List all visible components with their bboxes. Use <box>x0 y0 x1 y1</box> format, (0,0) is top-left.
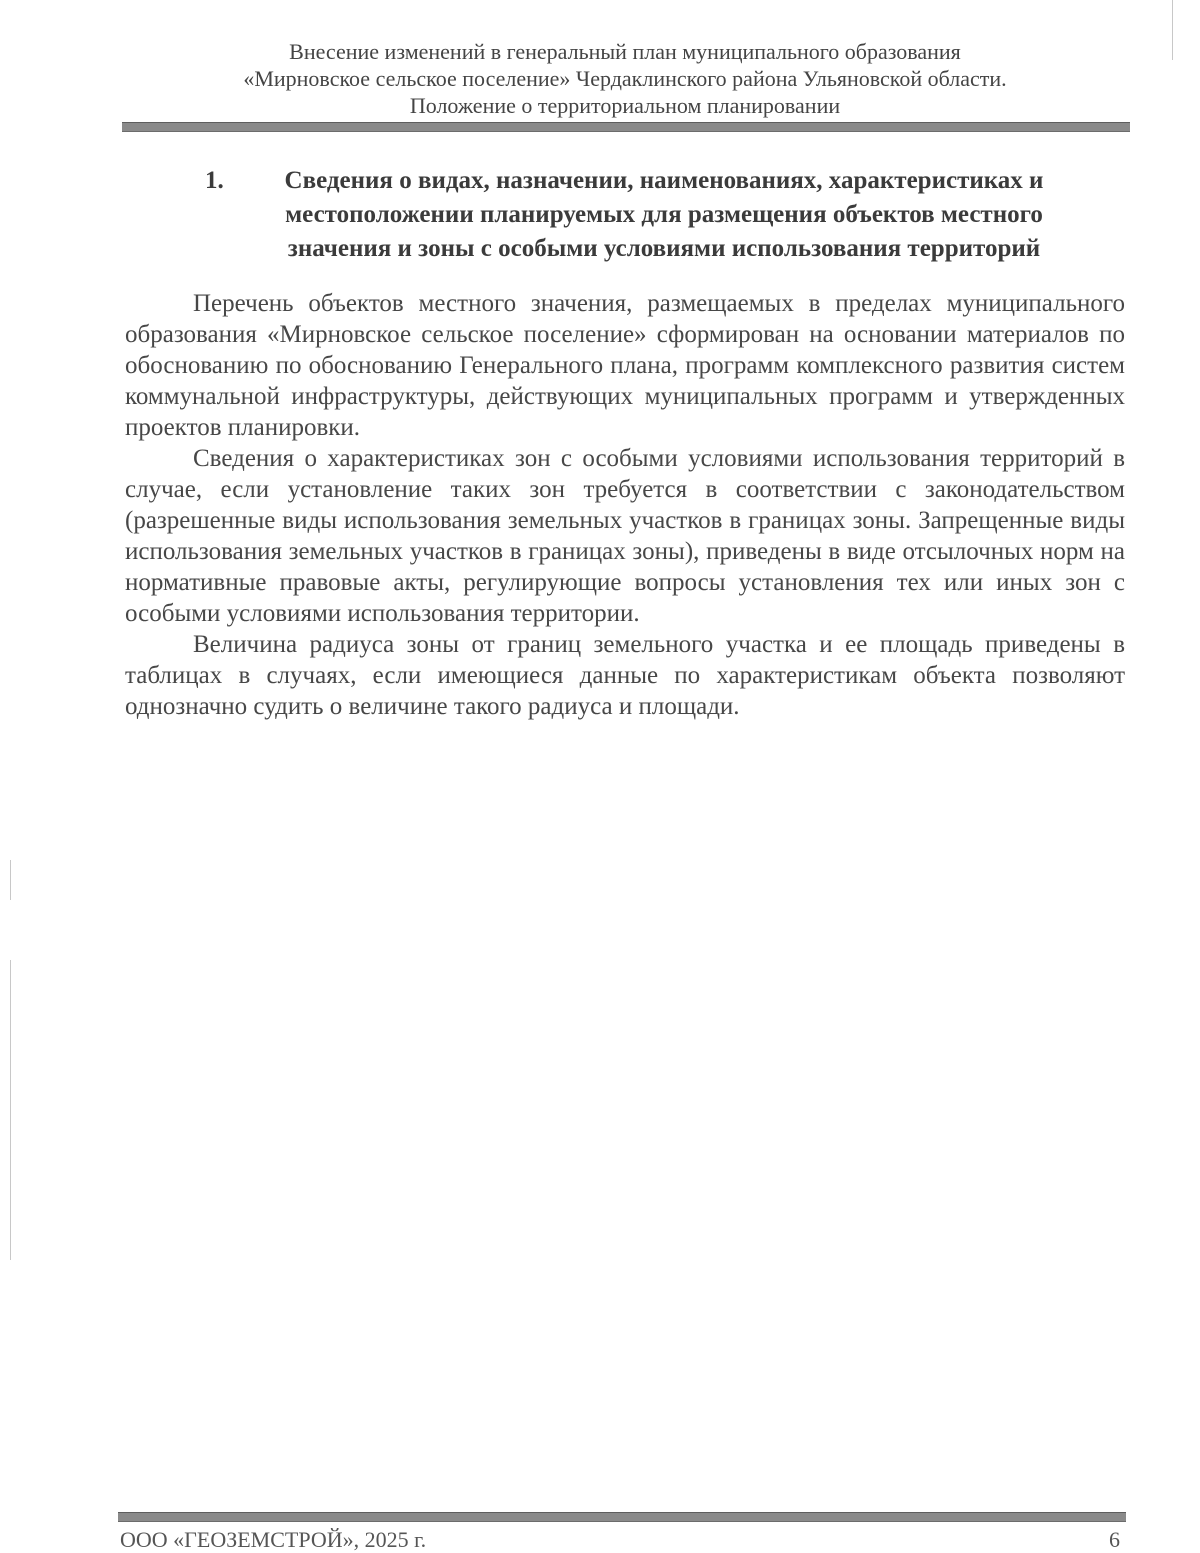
scan-edge-mark <box>1172 0 1173 60</box>
paragraph: Величина радиуса зоны от границ земельного участка и ее площадь приведены в таблицах в случаях, если имеющиеся данные по характеристикам объекта позволяют однозначно судить о величине такого радиуса и площади. <box>125 631 1125 720</box>
footer-divider <box>118 1512 1126 1522</box>
page-number: 6 <box>1109 1527 1120 1552</box>
section-heading <box>205 164 1085 266</box>
header-divider <box>122 122 1130 132</box>
scan-edge-mark <box>10 860 11 900</box>
body-text <box>125 288 1125 722</box>
paragraph: Сведения о характеристиках зон с особыми условиями использования территорий в случае, если установление таких зон требуется в соответствии с законодательством (разрешенные виды использования земельных участков в границах зоны. Запрещенные виды использования земельных участков в границах зоны), приведены в виде отсылочных норм на нормативные правовые акты, регулирующие вопросы установления тех или иных зон с особыми условиями использования территории. <box>125 445 1125 627</box>
header-line-1: Внесение изменений в генеральный план муниципального образования <box>289 39 961 64</box>
paragraph: Перечень объектов местного значения, размещаемых в пределах муниципального образования «Мирновское сельское поселение» сформирован на основании материалов по обоснованию по обоснованию Генерального плана, программ комплексного развития систем коммунальной инфраструктуры, действующих муниципальных программ и утвержденных проектов планировки. <box>125 290 1125 441</box>
section-number: 1. <box>205 167 224 194</box>
page-header <box>120 38 1130 119</box>
header-line-3: Положение о территориальном планировании <box>409 93 841 118</box>
footer-company: ООО «ГЕОЗЕМСТРОЙ», 2025 г. <box>120 1527 427 1552</box>
scan-edge-mark <box>10 960 11 1260</box>
header-line-2: «Мирновское сельское поселение» Чердаклинского района Ульяновской области. <box>243 66 1007 91</box>
section-title: Сведения о видах, назначении, наименованиях, характеристиках и местоположении планируемых для размещения объектов местного значения и зоны с особыми условиями использования территорий <box>284 167 1044 262</box>
